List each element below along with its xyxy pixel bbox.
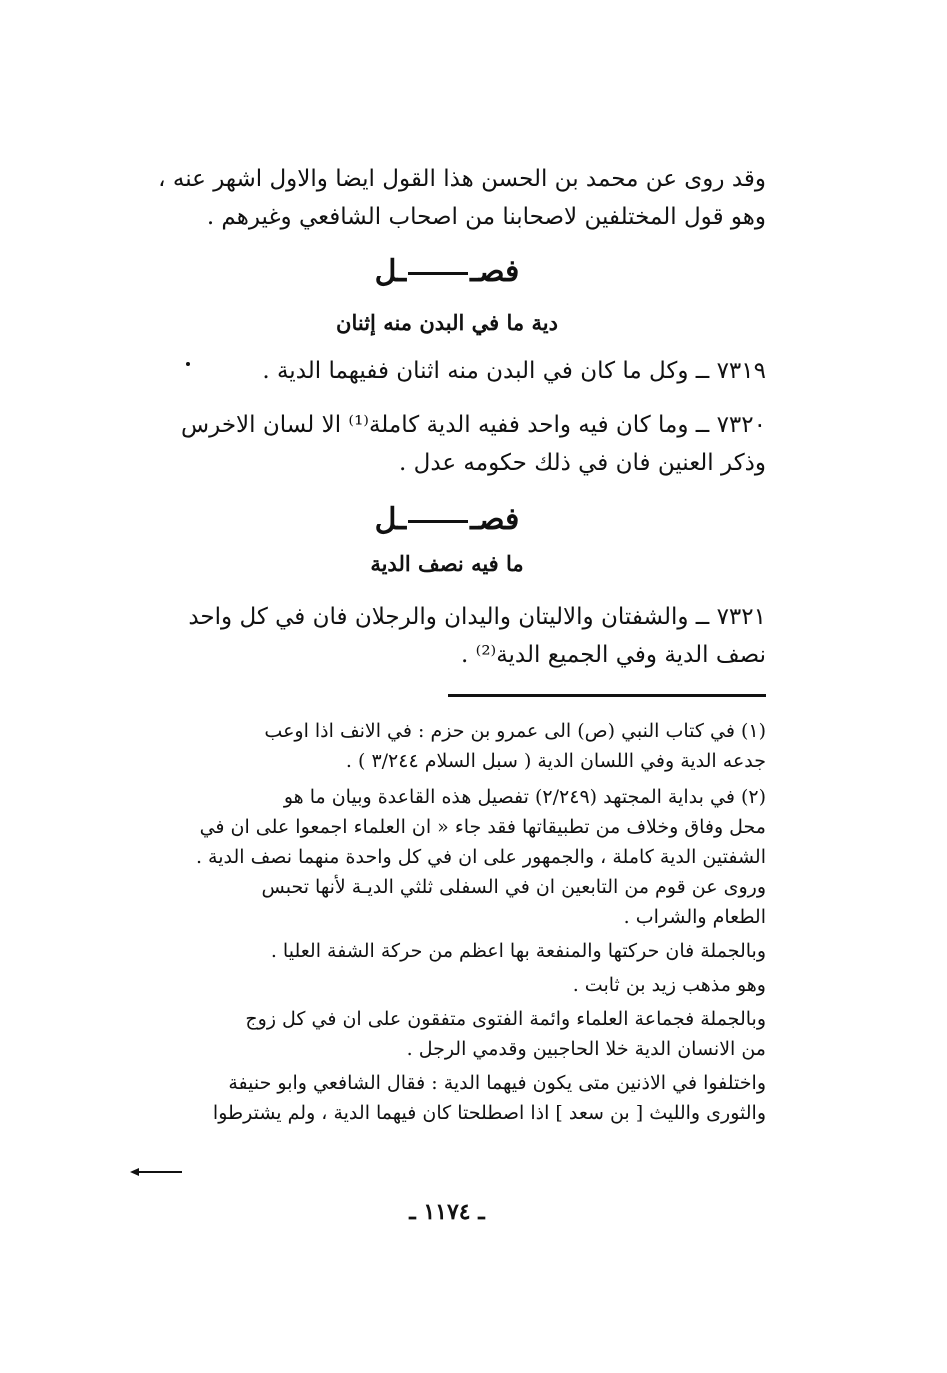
text-line: ٧٣٢١ ــ والشفتان والاليتان واليدان والرجلان فان في كل واحد <box>188 604 766 630</box>
section-heading-end: ـل <box>374 254 407 289</box>
section-heading-start: فصـ <box>470 502 520 537</box>
footnote-line: من الانسان الدية خلا الحاجبين وقدمي الرجل . <box>406 1038 766 1060</box>
section-heading <box>128 500 766 540</box>
footnote-line: والثورى والليث [ بن سعد ] اذا اصطلحتا كان فيهما الدية ، ولم يشترطوا <box>212 1102 766 1124</box>
text-line: نصف الدية وفي الجميع الدية⁽²⁾ . <box>461 642 766 668</box>
page-number: ـ ١١٧٤ ـ <box>409 1199 485 1225</box>
section-subtitle: ما فيه نصف الدية <box>370 551 524 576</box>
text-line: وهو قول المختلفين لاصحابنا من اصحاب الشافعي وغيرهم . <box>206 204 766 230</box>
section-heading-start: فصـ <box>470 254 520 289</box>
text-line: ٧٣٢٠ ــ وما كان فيه واحد ففيه الدية كاملة⁽¹⁾ الا لسان الاخرس <box>181 412 766 438</box>
footnote-line: وروى عن قوم من التابعين ان في السفلى ثلثي الديـة لأنها تحبس <box>261 876 766 898</box>
footnote-line: محل وفاق وخلاف من تطبيقاتها فقد جاء « ان العلماء اجمعوا على ان في <box>199 816 766 838</box>
footnote-line: (٢) في بداية المجتهد (٢/٢٤٩) تفصيل هذه القاعدة وبيان ما هو <box>283 786 766 808</box>
footnote-line: وبالجملة فجماعة العلماء وائمة الفتوى متفقون على ان في كل زوج <box>245 1008 766 1030</box>
section-heading-end: ـل <box>374 502 407 537</box>
left-arrow-icon <box>130 1166 182 1178</box>
footnote-line: الشفتين الدية كاملة ، والجمهور على ان في كل واحدة منهما نصف الدية . <box>195 846 766 868</box>
paragraph-7321 <box>128 598 766 674</box>
paragraph-7320 <box>128 406 766 482</box>
scan-speck <box>186 362 190 366</box>
text-line: وقد روى عن محمد بن الحسن هذا القول ايضا والاول اشهر عنه ، <box>158 166 766 192</box>
footnote-line: واختلفوا في الاذنين متى يكون فيهما الدية : فقال الشافعي وابو حنيفة <box>228 1072 766 1094</box>
kashida-line <box>408 272 468 275</box>
footnote-line: جدعه الدية وفي اللسان الدية ( سبل السلام ٣/٢٤٤ ) . <box>345 750 766 772</box>
footnote-line: الطعام والشراب . <box>623 906 766 928</box>
kashida-line <box>408 520 468 523</box>
footnote-line: وبالجملة فان حركتها والمنفعة بها اعظم من حركة الشفة العليا . <box>270 940 766 962</box>
paragraph-7319 <box>128 352 766 390</box>
footnote-line: (١) في كتاب النبي (ص) الى عمرو بن حزم : في الانف اذا اوعب <box>264 720 766 742</box>
footnotes <box>128 716 766 1128</box>
section-subtitle: دية ما في البدن منه إثنان <box>336 310 558 335</box>
footnote-line: وهو مذهب زيد بن ثابت . <box>572 974 766 996</box>
section-heading <box>128 252 766 292</box>
text-line: ٧٣١٩ ــ وكل ما كان في البدن منه اثنان ففيهما الدية . <box>262 358 766 384</box>
text-line: وذكر العنين فان في ذلك حكومه عدل . <box>398 450 766 476</box>
footnote-separator <box>448 694 766 697</box>
intro-paragraph <box>128 160 766 236</box>
